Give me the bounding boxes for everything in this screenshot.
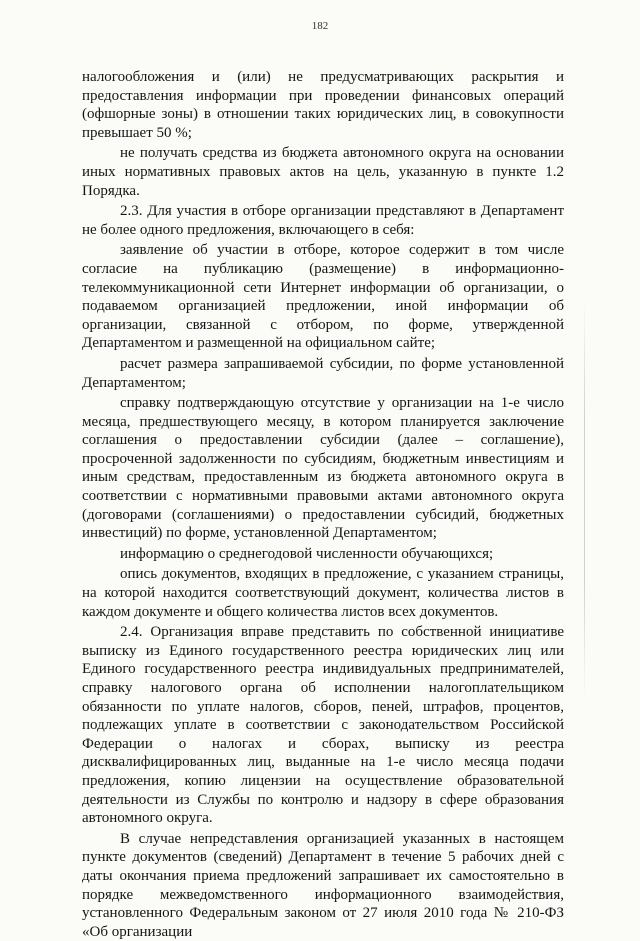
paragraph: справку подтверждающую отсутствие у организации на 1-е число месяца, предшествующего месяцу, в котором планируется заключение соглашения о предоставлении субсидии (далее – соглашение), просроченной задолженности по субсидиям, бюджетным инвестициям и иным средствам, предоставленным из бюджета автономного округа в соответствии с нормативными правовыми актами автономного округа (договорами (соглашениями) о предоставлении субсидий, бюджетных инвестиций) по форме, установленной Департаментом; [82,395,564,542]
scan-artifact-line [584,300,585,700]
paragraph: расчет размера запрашиваемой субсидии, по форме установленной Департаментом; [82,355,564,391]
paragraph: информацию о среднегодовой численности обучающихся; [120,545,494,562]
paragraph: В случае непредставления организацией указанных в настоящем пункте документов (сведений) Департамент в течение 5 рабочих дней с даты окончания приема предложений запрашивает их самостоятельно в порядке межведомственного информационного взаимодействия, установленного Федеральным законом от 27 июля 2010 года № 210-ФЗ «Об организации [82,830,564,940]
paragraph: заявление об участии в отборе, которое содержит в том числе согласие на публикацию (размещение) в информационно-телекоммуникационной сети Интернет информации об организации, о подаваемом организацией предложении, иной информации об организации, связанной с отбором, по форме, утвержденной Департаментом и размещенной на официальном сайте; [82,242,564,352]
paragraph: налогообложения и (или) не предусматривающих раскрытия и предоставления информации при проведении финансовых операций (офшорные зоны) в отношении таких юридических лиц, в совокупности превышает 50 %; [82,69,564,141]
paragraph: 2.4. Организация вправе представить по собственной инициативе выписку из Единого государственного реестра юридических лиц или Единого государственного реестра индивидуальных предпринимателей, справку налогового органа об исполнении налогоплательщиком обязанности по уплате налогов, сборов, пеней, штрафов, процентов, подлежащих уплате в соответствии с законодательством Российской Федерации о налогах и сборах, выписку из реестра дисквалифицированных лиц, выданные на 1-е число месяца подачи предложения, копию лицензии на осуществление образовательной деятельности из Службы по контролю и надзору в сфере образования автономного округа. [82,624,564,827]
document-body [82,68,564,941]
paragraph: не получать средства из бюджета автономного округа на основании иных нормативных правовых актов на цель, указанную в пункте 1.2 Порядка. [82,145,564,199]
page-number: 182 [311,20,329,32]
paragraph: 2.3. Для участия в отборе организации представляют в Департамент не более одного предложения, включающего в себя: [82,203,564,238]
paragraph: опись документов, входящих в предложение, с указанием страницы, на которой находится соответствующий документ, количества листов в каждом документе и общего количества листов всех документов. [82,566,564,620]
